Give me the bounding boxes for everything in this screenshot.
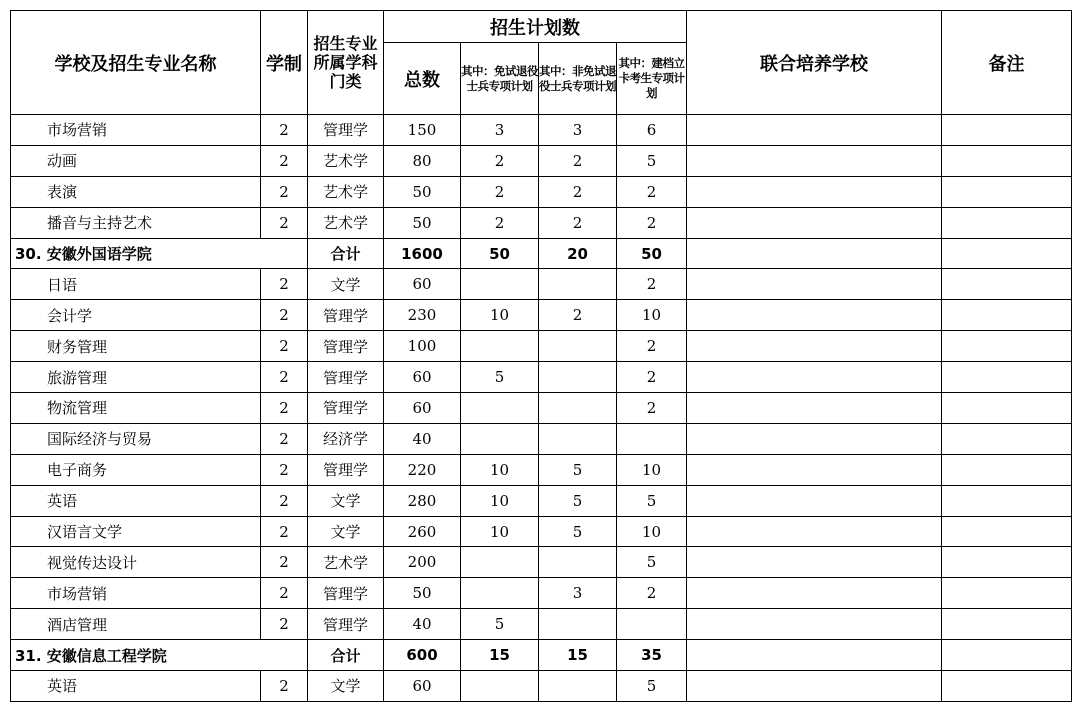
duration-cell: 2 [261, 609, 308, 640]
total-cell: 50 [384, 578, 461, 609]
partner-school-cell [687, 176, 942, 207]
duration-cell: 2 [261, 269, 308, 300]
veteran-nonexempt-cell: 5 [539, 454, 617, 485]
header-total: 总数 [384, 43, 461, 115]
duration-cell: 2 [261, 362, 308, 393]
header-veteran-exempt: 其中：免试退役士兵专项计划 [461, 43, 539, 115]
partner-school-cell [687, 269, 942, 300]
note-cell [942, 269, 1072, 300]
duration-cell: 2 [261, 115, 308, 146]
category-cell: 管理学 [308, 609, 384, 640]
partner-school-cell [687, 115, 942, 146]
table-row [11, 300, 1072, 331]
major-name: 市场营销 [11, 115, 261, 146]
partner-school-cell [687, 547, 942, 578]
header-veteran-nonexempt: 其中：非免试退役士兵专项计划 [539, 43, 617, 115]
category-cell: 经济学 [308, 423, 384, 454]
note-cell [942, 300, 1072, 331]
category-cell: 艺术学 [308, 176, 384, 207]
category-cell: 管理学 [308, 115, 384, 146]
category-cell: 艺术学 [308, 207, 384, 238]
note-cell [942, 207, 1072, 238]
total-cell: 40 [384, 609, 461, 640]
table-row [11, 145, 1072, 176]
note-cell [942, 115, 1072, 146]
veteran-exempt-cell: 10 [461, 516, 539, 547]
note-cell [942, 331, 1072, 362]
duration-cell: 2 [261, 578, 308, 609]
partner-school-cell [687, 485, 942, 516]
major-name: 酒店管理 [11, 609, 261, 640]
poverty-plan-cell: 2 [617, 362, 687, 393]
veteran-exempt-cell [461, 269, 539, 300]
major-name: 市场营销 [11, 578, 261, 609]
total-cell: 50 [384, 176, 461, 207]
table-row [11, 609, 1072, 640]
school-summary-row [11, 640, 1072, 671]
total-cell: 1600 [384, 238, 461, 269]
veteran-exempt-cell: 15 [461, 640, 539, 671]
table-row [11, 115, 1072, 146]
veteran-exempt-cell [461, 423, 539, 454]
total-cell: 60 [384, 269, 461, 300]
category-cell: 文学 [308, 516, 384, 547]
total-cell: 60 [384, 393, 461, 424]
header-poverty-plan: 其中：建档立卡考生专项计划 [617, 43, 687, 115]
note-cell [942, 238, 1072, 269]
header-enrollment-plan: 招生计划数 [384, 11, 687, 43]
note-cell [942, 547, 1072, 578]
table-header [11, 11, 1072, 115]
poverty-plan-cell [617, 423, 687, 454]
duration-cell: 2 [261, 423, 308, 454]
partner-school-cell [687, 423, 942, 454]
duration-cell: 2 [261, 300, 308, 331]
poverty-plan-cell: 2 [617, 331, 687, 362]
school-name: 30. 安徽外国语学院 [11, 238, 308, 269]
major-name: 日语 [11, 269, 261, 300]
veteran-exempt-cell: 2 [461, 176, 539, 207]
total-cell: 220 [384, 454, 461, 485]
partner-school-cell [687, 640, 942, 671]
veteran-exempt-cell [461, 547, 539, 578]
poverty-plan-cell: 2 [617, 269, 687, 300]
partner-school-cell [687, 331, 942, 362]
poverty-plan-cell: 2 [617, 207, 687, 238]
poverty-plan-cell: 2 [617, 176, 687, 207]
table-row [11, 362, 1072, 393]
partner-school-cell [687, 393, 942, 424]
note-cell [942, 454, 1072, 485]
partner-school-cell [687, 516, 942, 547]
veteran-exempt-cell: 5 [461, 362, 539, 393]
category-cell: 文学 [308, 485, 384, 516]
poverty-plan-cell: 35 [617, 640, 687, 671]
table-row [11, 671, 1072, 702]
veteran-nonexempt-cell [539, 671, 617, 702]
duration-cell: 2 [261, 485, 308, 516]
major-name: 视觉传达设计 [11, 547, 261, 578]
total-cell: 50 [384, 207, 461, 238]
note-cell [942, 640, 1072, 671]
total-cell: 260 [384, 516, 461, 547]
veteran-nonexempt-cell [539, 269, 617, 300]
veteran-nonexempt-cell: 2 [539, 145, 617, 176]
total-cell: 230 [384, 300, 461, 331]
note-cell [942, 671, 1072, 702]
note-cell [942, 609, 1072, 640]
veteran-nonexempt-cell [539, 423, 617, 454]
total-cell: 150 [384, 115, 461, 146]
note-cell [942, 145, 1072, 176]
partner-school-cell [687, 145, 942, 176]
poverty-plan-cell [617, 609, 687, 640]
header-note: 备注 [942, 11, 1072, 115]
note-cell [942, 516, 1072, 547]
note-cell [942, 362, 1072, 393]
category-cell: 艺术学 [308, 145, 384, 176]
major-name: 播音与主持艺术 [11, 207, 261, 238]
veteran-exempt-cell: 3 [461, 115, 539, 146]
veteran-exempt-cell [461, 671, 539, 702]
category-cell: 管理学 [308, 578, 384, 609]
category-cell: 文学 [308, 671, 384, 702]
total-cell: 200 [384, 547, 461, 578]
major-name: 会计学 [11, 300, 261, 331]
table-row [11, 331, 1072, 362]
major-name: 电子商务 [11, 454, 261, 485]
enrollment-plan-table [10, 10, 1072, 702]
veteran-exempt-cell [461, 578, 539, 609]
partner-school-cell [687, 671, 942, 702]
poverty-plan-cell: 50 [617, 238, 687, 269]
duration-cell: 2 [261, 207, 308, 238]
category-cell: 管理学 [308, 362, 384, 393]
veteran-nonexempt-cell: 5 [539, 485, 617, 516]
category-cell: 艺术学 [308, 547, 384, 578]
poverty-plan-cell: 10 [617, 454, 687, 485]
veteran-exempt-cell: 5 [461, 609, 539, 640]
category-cell: 管理学 [308, 454, 384, 485]
partner-school-cell [687, 578, 942, 609]
veteran-nonexempt-cell [539, 331, 617, 362]
partner-school-cell [687, 207, 942, 238]
table-body [11, 115, 1072, 702]
table-row [11, 176, 1072, 207]
category-cell: 合计 [308, 238, 384, 269]
veteran-exempt-cell: 50 [461, 238, 539, 269]
partner-school-cell [687, 362, 942, 393]
partner-school-cell [687, 300, 942, 331]
table-row [11, 578, 1072, 609]
category-cell: 文学 [308, 269, 384, 300]
duration-cell: 2 [261, 176, 308, 207]
poverty-plan-cell: 10 [617, 516, 687, 547]
table-row [11, 393, 1072, 424]
header-school-major-name: 学校及招生专业名称 [11, 11, 261, 115]
veteran-nonexempt-cell [539, 609, 617, 640]
major-name: 物流管理 [11, 393, 261, 424]
veteran-exempt-cell [461, 331, 539, 362]
duration-cell: 2 [261, 393, 308, 424]
duration-cell: 2 [261, 671, 308, 702]
poverty-plan-cell: 6 [617, 115, 687, 146]
note-cell [942, 393, 1072, 424]
veteran-nonexempt-cell: 20 [539, 238, 617, 269]
note-cell [942, 578, 1072, 609]
veteran-nonexempt-cell: 3 [539, 578, 617, 609]
veteran-nonexempt-cell [539, 362, 617, 393]
major-name: 国际经济与贸易 [11, 423, 261, 454]
total-cell: 280 [384, 485, 461, 516]
total-cell: 60 [384, 671, 461, 702]
duration-cell: 2 [261, 547, 308, 578]
header-duration: 学制 [261, 11, 308, 115]
table-row [11, 516, 1072, 547]
veteran-nonexempt-cell: 5 [539, 516, 617, 547]
table-row [11, 454, 1072, 485]
header-partner-school: 联合培养学校 [687, 11, 942, 115]
poverty-plan-cell: 2 [617, 393, 687, 424]
poverty-plan-cell: 5 [617, 485, 687, 516]
major-name: 汉语言文学 [11, 516, 261, 547]
major-name: 英语 [11, 485, 261, 516]
table-row [11, 423, 1072, 454]
total-cell: 60 [384, 362, 461, 393]
total-cell: 100 [384, 331, 461, 362]
poverty-plan-cell: 5 [617, 671, 687, 702]
veteran-exempt-cell: 2 [461, 207, 539, 238]
veteran-exempt-cell: 10 [461, 485, 539, 516]
veteran-nonexempt-cell: 2 [539, 207, 617, 238]
partner-school-cell [687, 609, 942, 640]
partner-school-cell [687, 238, 942, 269]
total-cell: 80 [384, 145, 461, 176]
total-cell: 600 [384, 640, 461, 671]
major-name: 表演 [11, 176, 261, 207]
duration-cell: 2 [261, 454, 308, 485]
note-cell [942, 485, 1072, 516]
school-summary-row [11, 238, 1072, 269]
category-cell: 管理学 [308, 331, 384, 362]
veteran-exempt-cell [461, 393, 539, 424]
poverty-plan-cell: 10 [617, 300, 687, 331]
major-name: 动画 [11, 145, 261, 176]
veteran-exempt-cell: 10 [461, 300, 539, 331]
veteran-nonexempt-cell: 2 [539, 176, 617, 207]
category-cell: 管理学 [308, 300, 384, 331]
note-cell [942, 423, 1072, 454]
table-row [11, 547, 1072, 578]
category-cell: 合计 [308, 640, 384, 671]
table-row [11, 207, 1072, 238]
partner-school-cell [687, 454, 942, 485]
duration-cell: 2 [261, 516, 308, 547]
veteran-exempt-cell: 10 [461, 454, 539, 485]
poverty-plan-cell: 5 [617, 145, 687, 176]
note-cell [942, 176, 1072, 207]
header-subject-category: 招生专业所属学科门类 [308, 11, 384, 115]
duration-cell: 2 [261, 145, 308, 176]
major-name: 旅游管理 [11, 362, 261, 393]
poverty-plan-cell: 5 [617, 547, 687, 578]
major-name: 财务管理 [11, 331, 261, 362]
duration-cell: 2 [261, 331, 308, 362]
veteran-nonexempt-cell [539, 547, 617, 578]
veteran-nonexempt-cell: 3 [539, 115, 617, 146]
total-cell: 40 [384, 423, 461, 454]
table-row [11, 485, 1072, 516]
category-cell: 管理学 [308, 393, 384, 424]
veteran-nonexempt-cell: 2 [539, 300, 617, 331]
veteran-exempt-cell: 2 [461, 145, 539, 176]
veteran-nonexempt-cell: 15 [539, 640, 617, 671]
table-row [11, 269, 1072, 300]
poverty-plan-cell: 2 [617, 578, 687, 609]
major-name: 英语 [11, 671, 261, 702]
veteran-nonexempt-cell [539, 393, 617, 424]
school-name: 31. 安徽信息工程学院 [11, 640, 308, 671]
